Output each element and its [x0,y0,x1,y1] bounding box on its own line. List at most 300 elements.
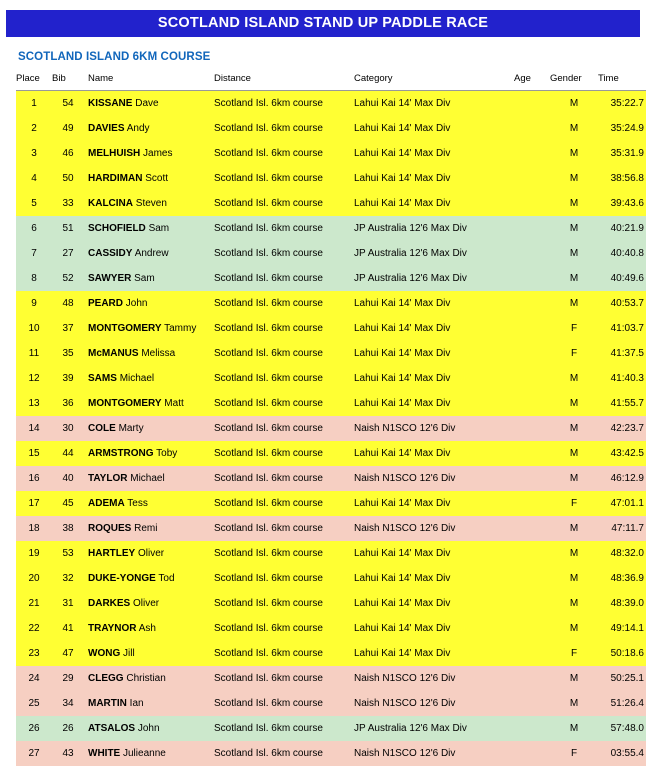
cell-gender: M [550,516,598,541]
cell-time: 40:40.8 [598,241,646,266]
cell-time: 46:12.9 [598,466,646,491]
athlete-surname: PEARD [88,298,123,309]
cell-age [514,116,550,141]
table-row [16,166,646,191]
cell-place: 8 [16,266,52,291]
cell-time: 47:11.7 [598,516,646,541]
cell-age [514,341,550,366]
cell-distance: Scotland Isl. 6km course [214,91,354,117]
column-header-name: Name [84,73,214,91]
athlete-given-name: Remi [134,523,157,534]
athlete-given-name: Sam [149,223,170,234]
table-row [16,91,646,117]
results-table-body [16,91,646,766]
athlete-surname: SCHOFIELD [88,223,146,234]
cell-name [84,216,214,241]
cell-bib: 33 [52,191,84,216]
athlete-surname: DARKES [88,598,130,609]
table-header-row [16,73,646,91]
cell-gender: M [550,191,598,216]
cell-bib: 31 [52,591,84,616]
table-row [16,291,646,316]
athlete-surname: HARTLEY [88,548,135,559]
table-row [16,466,646,491]
cell-name [84,691,214,716]
cell-name [84,441,214,466]
cell-gender: M [550,391,598,416]
cell-gender: F [550,341,598,366]
table-row [16,216,646,241]
cell-bib: 40 [52,466,84,491]
cell-bib: 50 [52,166,84,191]
cell-gender: F [550,491,598,516]
cell-time: 51:26.4 [598,691,646,716]
cell-age [514,166,550,191]
cell-time: 41:55.7 [598,391,646,416]
cell-category: Lahui Kai 14' Max Div [354,166,514,191]
cell-distance: Scotland Isl. 6km course [214,691,354,716]
cell-age [514,441,550,466]
cell-age [514,616,550,641]
cell-place: 13 [16,391,52,416]
cell-age [514,666,550,691]
cell-gender: M [550,441,598,466]
cell-time: 50:25.1 [598,666,646,691]
athlete-given-name: Andy [127,123,150,134]
cell-gender: M [550,241,598,266]
cell-bib: 32 [52,566,84,591]
cell-distance: Scotland Isl. 6km course [214,391,354,416]
cell-gender: M [550,366,598,391]
cell-age [514,316,550,341]
cell-place: 1 [16,91,52,117]
athlete-surname: MONTGOMERY [88,398,162,409]
cell-gender: F [550,316,598,341]
cell-time: 49:14.1 [598,616,646,641]
athlete-given-name: Tammy [164,323,196,334]
athlete-given-name: Jill [123,648,135,659]
cell-name [84,316,214,341]
cell-bib: 37 [52,316,84,341]
cell-age [514,266,550,291]
athlete-surname: KALCINA [88,198,133,209]
cell-gender: M [550,416,598,441]
cell-time: 48:39.0 [598,591,646,616]
cell-bib: 46 [52,141,84,166]
cell-name [84,91,214,117]
cell-category: Naish N1SCO 12'6 Div [354,691,514,716]
athlete-surname: COLE [88,423,116,434]
athlete-surname: ROQUES [88,523,131,534]
athlete-surname: MARTIN [88,698,127,709]
cell-bib: 51 [52,216,84,241]
athlete-surname: ADEMA [88,498,125,509]
cell-name [84,341,214,366]
table-row [16,716,646,741]
cell-category: Naish N1SCO 12'6 Div [354,516,514,541]
table-row [16,441,646,466]
cell-time: 03:55.4 [598,741,646,766]
athlete-given-name: James [143,148,172,159]
column-header-time: Time [598,73,646,91]
athlete-given-name: Scott [145,173,168,184]
cell-bib: 44 [52,441,84,466]
cell-name [84,391,214,416]
athlete-surname: ATSALOS [88,723,135,734]
cell-gender: M [550,141,598,166]
cell-place: 14 [16,416,52,441]
cell-bib: 29 [52,666,84,691]
cell-age [514,516,550,541]
cell-category: Lahui Kai 14' Max Div [354,591,514,616]
table-row [16,116,646,141]
cell-name [84,641,214,666]
cell-name [84,716,214,741]
cell-bib: 41 [52,616,84,641]
cell-name [84,291,214,316]
cell-bib: 48 [52,291,84,316]
cell-distance: Scotland Isl. 6km course [214,466,354,491]
cell-distance: Scotland Isl. 6km course [214,641,354,666]
cell-age [514,191,550,216]
results-table [16,73,646,766]
cell-time: 35:22.7 [598,91,646,117]
athlete-given-name: Andrew [135,248,169,259]
cell-category: Lahui Kai 14' Max Div [354,316,514,341]
athlete-surname: KISSANE [88,98,132,109]
cell-age [514,216,550,241]
cell-distance: Scotland Isl. 6km course [214,541,354,566]
cell-age [514,141,550,166]
table-row [16,391,646,416]
cell-bib: 35 [52,341,84,366]
cell-distance: Scotland Isl. 6km course [214,591,354,616]
cell-time: 38:56.8 [598,166,646,191]
cell-bib: 49 [52,116,84,141]
cell-category: Lahui Kai 14' Max Div [354,391,514,416]
cell-distance: Scotland Isl. 6km course [214,291,354,316]
table-row [16,566,646,591]
column-header-category: Category [354,73,514,91]
cell-time: 48:32.0 [598,541,646,566]
cell-age [514,641,550,666]
cell-distance: Scotland Isl. 6km course [214,166,354,191]
athlete-given-name: Sam [134,273,155,284]
cell-category: Lahui Kai 14' Max Div [354,116,514,141]
cell-category: Lahui Kai 14' Max Div [354,566,514,591]
cell-gender: M [550,591,598,616]
cell-time: 35:24.9 [598,116,646,141]
cell-distance: Scotland Isl. 6km course [214,491,354,516]
cell-distance: Scotland Isl. 6km course [214,366,354,391]
athlete-surname: MELHUISH [88,148,140,159]
cell-age [514,416,550,441]
cell-distance: Scotland Isl. 6km course [214,241,354,266]
column-header-age: Age [514,73,550,91]
cell-bib: 43 [52,741,84,766]
cell-distance: Scotland Isl. 6km course [214,191,354,216]
table-row [16,691,646,716]
athlete-given-name: John [138,723,160,734]
cell-distance: Scotland Isl. 6km course [214,266,354,291]
cell-time: 41:37.5 [598,341,646,366]
column-header-distance: Distance [214,73,354,91]
results-page [0,10,646,764]
cell-category: JP Australia 12'6 Max Div [354,266,514,291]
cell-age [514,591,550,616]
cell-distance: Scotland Isl. 6km course [214,716,354,741]
cell-place: 22 [16,616,52,641]
athlete-surname: TAYLOR [88,473,127,484]
table-row [16,541,646,566]
cell-place: 9 [16,291,52,316]
cell-distance: Scotland Isl. 6km course [214,316,354,341]
cell-category: Lahui Kai 14' Max Div [354,141,514,166]
column-header-bib: Bib [52,73,84,91]
cell-time: 57:48.0 [598,716,646,741]
cell-time: 41:40.3 [598,366,646,391]
cell-time: 40:21.9 [598,216,646,241]
cell-name [84,566,214,591]
cell-category: Naish N1SCO 12'6 Div [354,416,514,441]
athlete-surname: SAMS [88,373,117,384]
table-row [16,491,646,516]
athlete-given-name: Ash [139,623,156,634]
cell-distance: Scotland Isl. 6km course [214,216,354,241]
cell-age [514,566,550,591]
cell-name [84,366,214,391]
cell-place: 3 [16,141,52,166]
column-header-gender: Gender [550,73,598,91]
cell-gender: M [550,566,598,591]
cell-bib: 36 [52,391,84,416]
cell-bib: 47 [52,641,84,666]
cell-category: Naish N1SCO 12'6 Div [354,466,514,491]
cell-category: Lahui Kai 14' Max Div [354,541,514,566]
table-row [16,616,646,641]
cell-place: 21 [16,591,52,616]
athlete-given-name: John [126,298,148,309]
cell-name [84,416,214,441]
cell-gender: M [550,91,598,117]
cell-age [514,366,550,391]
cell-gender: M [550,541,598,566]
cell-age [514,91,550,117]
athlete-surname: MONTGOMERY [88,323,162,334]
cell-place: 2 [16,116,52,141]
athlete-given-name: Steven [136,198,167,209]
cell-place: 18 [16,516,52,541]
cell-bib: 34 [52,691,84,716]
cell-place: 20 [16,566,52,591]
cell-bib: 54 [52,91,84,117]
cell-gender: M [550,291,598,316]
cell-bib: 45 [52,491,84,516]
cell-time: 40:53.7 [598,291,646,316]
cell-name [84,591,214,616]
athlete-surname: WHITE [88,748,120,759]
cell-time: 50:18.6 [598,641,646,666]
cell-category: Lahui Kai 14' Max Div [354,491,514,516]
table-row [16,316,646,341]
cell-place: 15 [16,441,52,466]
cell-place: 11 [16,341,52,366]
cell-place: 6 [16,216,52,241]
cell-category: JP Australia 12'6 Max Div [354,716,514,741]
athlete-surname: SAWYER [88,273,131,284]
athlete-surname: CLEGG [88,673,124,684]
cell-name [84,266,214,291]
cell-distance: Scotland Isl. 6km course [214,741,354,766]
cell-gender: M [550,266,598,291]
cell-name [84,166,214,191]
cell-bib: 52 [52,266,84,291]
athlete-given-name: Oliver [133,598,159,609]
cell-category: Naish N1SCO 12'6 Div [354,666,514,691]
cell-bib: 26 [52,716,84,741]
cell-gender: M [550,166,598,191]
cell-category: Lahui Kai 14' Max Div [354,191,514,216]
cell-age [514,491,550,516]
cell-name [84,116,214,141]
cell-gender: M [550,216,598,241]
cell-distance: Scotland Isl. 6km course [214,341,354,366]
cell-distance: Scotland Isl. 6km course [214,141,354,166]
athlete-given-name: Julieanne [123,748,166,759]
athlete-surname: DUKE-YONGE [88,573,156,584]
cell-name [84,466,214,491]
athlete-given-name: Dave [135,98,158,109]
cell-name [84,491,214,516]
cell-gender: M [550,716,598,741]
cell-time: 35:31.9 [598,141,646,166]
athlete-given-name: Tess [127,498,148,509]
cell-distance: Scotland Isl. 6km course [214,416,354,441]
cell-age [514,541,550,566]
athlete-given-name: Michael [120,373,154,384]
cell-bib: 27 [52,241,84,266]
athlete-given-name: Matt [164,398,183,409]
cell-place: 17 [16,491,52,516]
cell-name [84,616,214,641]
table-row [16,416,646,441]
table-row [16,641,646,666]
athlete-given-name: Oliver [138,548,164,559]
athlete-surname: HARDIMAN [88,173,142,184]
cell-age [514,391,550,416]
cell-place: 23 [16,641,52,666]
athlete-given-name: Marty [119,423,144,434]
cell-distance: Scotland Isl. 6km course [214,566,354,591]
cell-age [514,716,550,741]
table-row [16,666,646,691]
cell-age [514,466,550,491]
cell-place: 7 [16,241,52,266]
cell-distance: Scotland Isl. 6km course [214,516,354,541]
table-row [16,191,646,216]
cell-place: 24 [16,666,52,691]
cell-gender: F [550,641,598,666]
cell-category: Lahui Kai 14' Max Div [354,366,514,391]
page-title: SCOTLAND ISLAND STAND UP PADDLE RACE [6,10,640,37]
table-row [16,366,646,391]
table-row [16,141,646,166]
athlete-surname: McMANUS [88,348,139,359]
table-row [16,516,646,541]
cell-bib: 30 [52,416,84,441]
table-row [16,341,646,366]
cell-age [514,241,550,266]
cell-gender: M [550,616,598,641]
athlete-surname: ARMSTRONG [88,448,154,459]
cell-category: Lahui Kai 14' Max Div [354,291,514,316]
cell-age [514,691,550,716]
cell-category: Lahui Kai 14' Max Div [354,341,514,366]
cell-category: Naish N1SCO 12'6 Div [354,741,514,766]
athlete-given-name: Tod [158,573,174,584]
cell-name [84,241,214,266]
cell-time: 42:23.7 [598,416,646,441]
cell-bib: 39 [52,366,84,391]
cell-category: Lahui Kai 14' Max Div [354,91,514,117]
cell-place: 19 [16,541,52,566]
cell-place: 4 [16,166,52,191]
cell-time: 40:49.6 [598,266,646,291]
cell-name [84,141,214,166]
cell-place: 25 [16,691,52,716]
cell-name [84,516,214,541]
cell-name [84,666,214,691]
cell-category: JP Australia 12'6 Max Div [354,241,514,266]
cell-place: 12 [16,366,52,391]
athlete-surname: WONG [88,648,120,659]
cell-distance: Scotland Isl. 6km course [214,666,354,691]
cell-time: 47:01.1 [598,491,646,516]
cell-category: Lahui Kai 14' Max Div [354,641,514,666]
cell-place: 26 [16,716,52,741]
athlete-given-name: Melissa [141,348,175,359]
cell-time: 48:36.9 [598,566,646,591]
cell-age [514,291,550,316]
cell-place: 27 [16,741,52,766]
course-subtitle: SCOTLAND ISLAND 6KM COURSE [18,51,646,63]
cell-place: 10 [16,316,52,341]
cell-gender: M [550,691,598,716]
cell-name [84,191,214,216]
table-row [16,591,646,616]
cell-place: 5 [16,191,52,216]
table-row [16,241,646,266]
athlete-given-name: Christian [126,673,165,684]
cell-distance: Scotland Isl. 6km course [214,116,354,141]
cell-distance: Scotland Isl. 6km course [214,616,354,641]
cell-gender: M [550,466,598,491]
athlete-surname: TRAYNOR [88,623,137,634]
cell-category: Lahui Kai 14' Max Div [354,441,514,466]
cell-gender: F [550,741,598,766]
table-row [16,266,646,291]
cell-bib: 38 [52,516,84,541]
cell-gender: M [550,116,598,141]
athlete-surname: CASSIDY [88,248,132,259]
cell-bib: 53 [52,541,84,566]
cell-name [84,541,214,566]
cell-time: 39:43.6 [598,191,646,216]
athlete-surname: DAVIES [88,123,125,134]
cell-distance: Scotland Isl. 6km course [214,441,354,466]
cell-time: 41:03.7 [598,316,646,341]
cell-gender: M [550,666,598,691]
